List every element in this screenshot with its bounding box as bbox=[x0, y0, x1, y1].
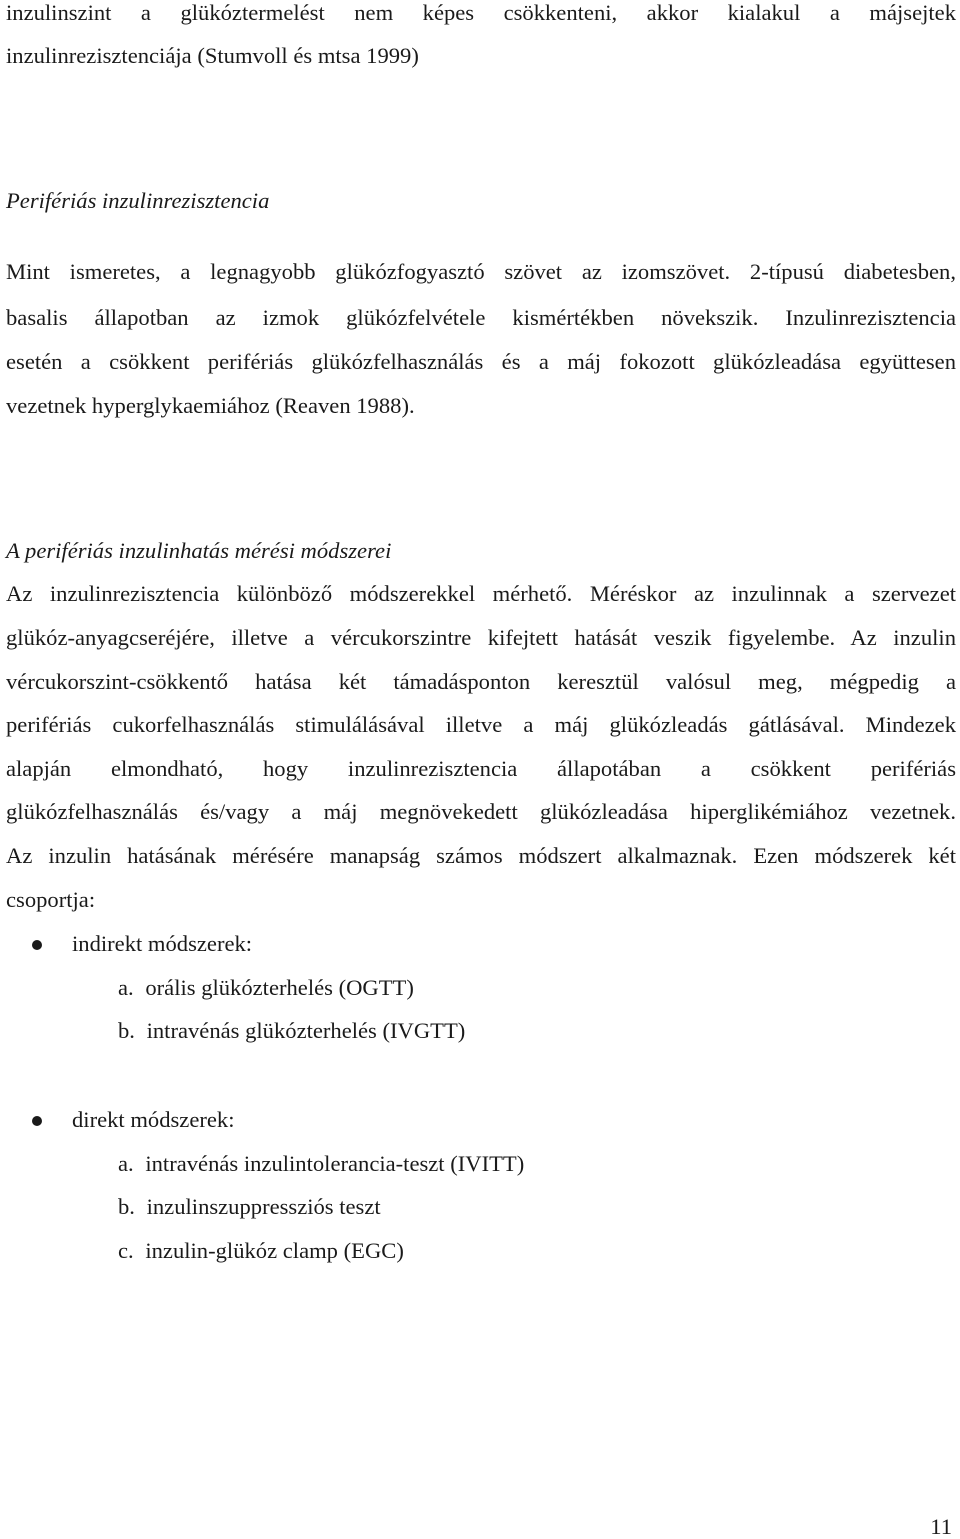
body-text-line: glükóz-anyagcseréjére, illetve a vércukorszintre kifejtett hatását veszik figyelembe. Az inzulin bbox=[6, 625, 956, 650]
page-number: 11 bbox=[930, 1514, 952, 1539]
list-marker: c. bbox=[118, 1238, 134, 1263]
list-marker: b. bbox=[118, 1018, 135, 1043]
bullet-icon bbox=[32, 940, 42, 950]
list-label: direkt módszerek: bbox=[72, 1107, 235, 1132]
body-text-line: esetén a csökkent perifériás glükózfelhasználás és a máj fokozott glükózleadása együttesen bbox=[6, 349, 956, 374]
body-text-line: inzulinrezisztenciája (Stumvoll és mtsa 1999) bbox=[6, 43, 419, 68]
list-item-text: intravénás inzulintolerancia-teszt (IVITT) bbox=[145, 1151, 525, 1176]
list-item bbox=[118, 1153, 524, 1176]
body-text-line: Az inzulinrezisztencia különböző módszerekkel mérhető. Méréskor az inzulinnak a szervezet bbox=[6, 581, 956, 606]
body-text-line: vércukorszint-csökkentő hatása két támadásponton keresztül valósul meg, mégpedig a bbox=[6, 669, 956, 694]
section-heading: A perifériás inzulinhatás mérési módszerei bbox=[6, 538, 392, 563]
list-item-text: orális glükózterhelés (OGTT) bbox=[145, 975, 414, 1000]
list-marker: a. bbox=[118, 1151, 134, 1176]
body-text-line: Mint ismeretes, a legnagyobb glükózfogyasztó szövet az izomszövet. 2-típusú diabetesben, bbox=[6, 259, 956, 284]
list-item bbox=[118, 1196, 381, 1219]
list-item-text: inzulin-glükóz clamp (EGC) bbox=[145, 1238, 404, 1263]
body-text-line: glükózfelhasználás és/vagy a máj megnövekedett glükózleadása hiperglikémiához vezetnek. bbox=[6, 799, 956, 824]
list-marker: a. bbox=[118, 975, 134, 1000]
list-item-text: intravénás glükózterhelés (IVGTT) bbox=[146, 1018, 466, 1043]
body-text-line: inzulinszint a glükóztermelést nem képes csökkenteni, akkor kialakul a májsejtek bbox=[6, 0, 956, 25]
list-label: indirekt módszerek: bbox=[72, 931, 253, 956]
body-text-line: alapján elmondható, hogy inzulinrezisztencia állapotában a csökkent perifériás bbox=[6, 756, 956, 781]
body-text-line: csoportja: bbox=[6, 887, 96, 912]
list-item-text: inzulinszuppressziós teszt bbox=[146, 1194, 381, 1219]
bullet-icon bbox=[32, 1116, 42, 1126]
body-text-line: vezetnek hyperglykaemiához (Reaven 1988). bbox=[6, 393, 415, 418]
list-item bbox=[118, 1020, 465, 1043]
body-text-line: Az inzulin hatásának mérésére manapság számos módszert alkalmaznak. Ezen módszerek két bbox=[6, 843, 956, 868]
list-marker: b. bbox=[118, 1194, 135, 1219]
body-text-line: perifériás cukorfelhasználás stimulálásával illetve a máj glükózleadás gátlásával. Mindezek bbox=[6, 712, 956, 737]
list-item bbox=[118, 1240, 404, 1263]
body-text-line: basalis állapotban az izmok glükózfelvétele kismértékben növekszik. Inzulinrezisztencia bbox=[6, 305, 956, 330]
list-item bbox=[118, 977, 414, 1000]
section-heading: Perifériás inzulinrezisztencia bbox=[6, 188, 270, 213]
